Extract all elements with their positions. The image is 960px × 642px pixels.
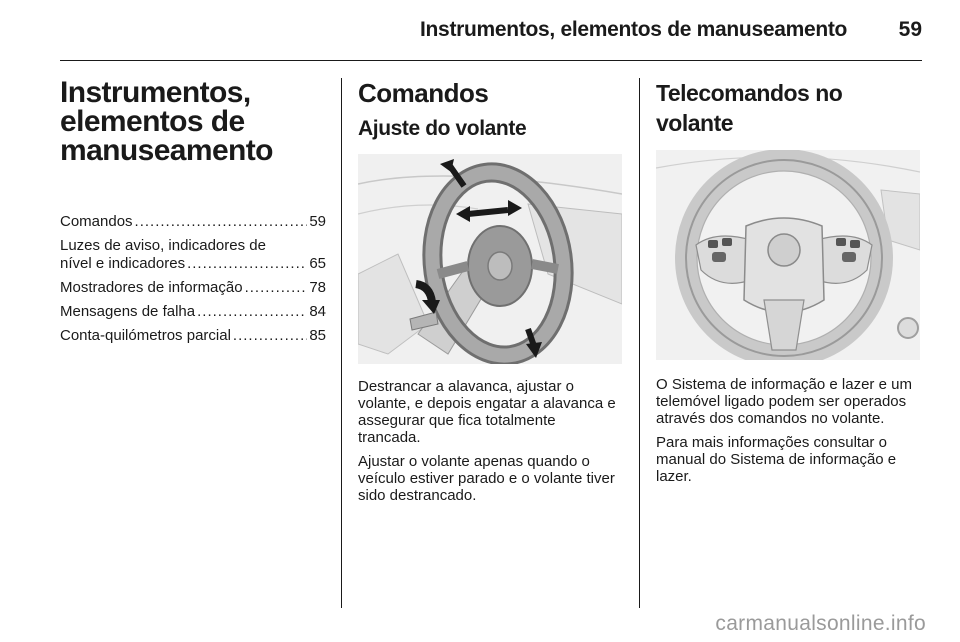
chapter-column [60,78,326,351]
paragraph: Destrancar a alavanca, ajustar o volante, e depois engatar a alavanca e assegurar que fica totalmente trancada. [358,378,616,446]
toc-leader-dots [197,303,307,321]
section-title: Comandos [358,78,489,108]
toc-item-page: 65 [309,255,326,272]
running-header-title: Instrumentos, elementos de manuseamento [420,18,848,41]
chapter-title-line: manuseamento [60,134,273,167]
header-rule [60,60,922,61]
paragraph: O Sistema de informação e lazer e um telemóvel ligado podem ser operados através dos comandos no volante. [656,376,912,427]
toc-item-label: nível e indicadores [60,255,186,272]
subsection-title: Ajuste do volante [358,117,527,140]
steering-remote-figure [656,150,920,360]
toc-item-label: Luzes de aviso, indicadores de [60,237,266,254]
toc-item-label: Mostradores de informação [60,279,243,296]
column-divider-1 [341,78,342,608]
chapter-title-line: elementos de [60,105,245,138]
page-number: 59 [898,18,922,41]
column-divider-2 [639,78,640,608]
section-title: Telecomandos no volante [656,80,843,136]
paragraph: Ajustar o volante apenas quando o veículo estiver parado e o volante tiver sido destrancado. [358,453,615,504]
toc-leader-dots [187,255,307,273]
chapter-title [60,78,326,165]
toc-item-page: 85 [309,327,326,344]
toc-item-comandos[interactable] [60,213,326,231]
paragraph: Para mais informações consultar o manual do Sistema de informação e lazer. [656,434,897,485]
toc-item-conta-quilometros[interactable] [60,327,326,345]
toc-leader-dots [233,327,307,345]
toc-item-page: 84 [309,303,326,320]
remote-controls-column [656,78,920,492]
toc-item-luzes-de-aviso[interactable] [60,237,326,273]
toc-leader-dots [135,213,308,231]
table-of-contents [60,213,326,345]
toc-item-label: Conta-quilómetros parcial [60,327,231,344]
toc-item-mensagens[interactable] [60,303,326,321]
toc-item-page: 78 [309,279,326,296]
steering-wheel-adjust-illustration [358,154,622,364]
watermark: carmanualsonline.info [715,612,926,635]
toc-item-mostradores[interactable] [60,279,326,297]
toc-item-page: 59 [309,213,326,230]
commands-column [358,78,622,511]
chapter-title-line: Instrumentos, [60,76,251,109]
toc-leader-dots [245,279,308,297]
steering-wheel-controls-illustration [656,150,920,360]
toc-item-label: Comandos [60,213,133,230]
steering-adjustment-figure [358,154,622,364]
toc-item-label: Mensagens de falha [60,303,196,320]
